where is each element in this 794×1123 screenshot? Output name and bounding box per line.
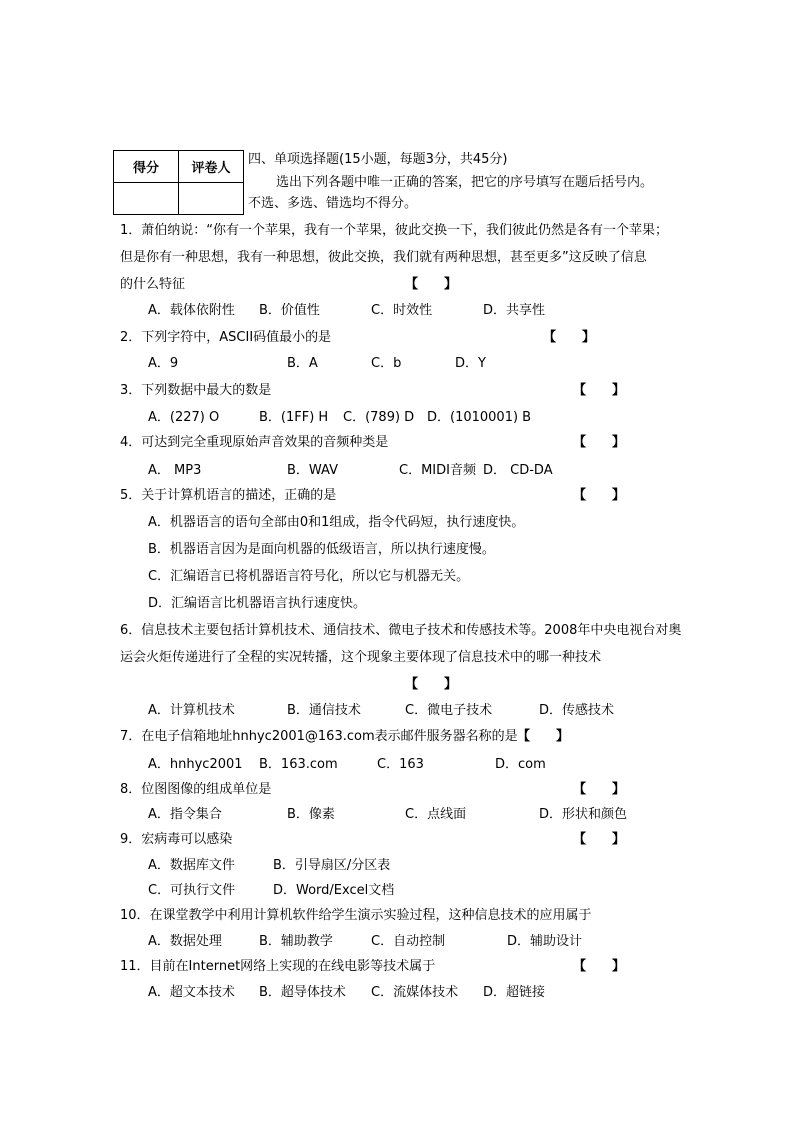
question-9-option-d[interactable]: D．Word/Excel文档 <box>273 883 395 898</box>
question-11-option-b[interactable]: B．超导体技术 <box>259 985 346 1000</box>
score-cell[interactable] <box>114 183 179 215</box>
question-5-option-d[interactable]: D．汇编语言比机器语言执行速度快。 <box>148 596 367 611</box>
question-3-text: 3．下列数据中最大的数是 <box>120 383 272 398</box>
question-10-option-b[interactable]: B．辅助教学 <box>259 934 333 949</box>
question-2-answer-bracket[interactable]: 【 】 <box>543 330 596 345</box>
question-9-answer-bracket[interactable]: 【 】 <box>573 832 626 847</box>
question-10-option-a[interactable]: A．数据处理 <box>148 934 222 949</box>
question-10-option-c[interactable]: C．自动控制 <box>371 934 446 949</box>
section-instructions-cont: 不选、多选、错选均不得分。 <box>248 196 418 211</box>
question-6-option-d[interactable]: D．传感技术 <box>539 703 615 718</box>
question-5-option-b[interactable]: B．机器语言因为是面向机器的低级语言，所以执行速度慢。 <box>148 542 495 557</box>
section-instructions: 选出下列各题中唯一正确的答案，把它的序号填写在题后括号内。 <box>276 175 654 190</box>
question-8-answer-bracket[interactable]: 【 】 <box>573 782 626 797</box>
question-1-text: 但是你有一种思想，我有一种思想，彼此交换，我们就有两种思想，甚至更多”这反映了信息 <box>120 250 647 265</box>
question-7-option-b[interactable]: B．163.com <box>259 757 338 772</box>
question-11-text: 11．目前在Internet网络上实现的在线电影等技术属于 <box>120 959 436 974</box>
score-box <box>113 150 244 215</box>
question-9-option-b[interactable]: B．引导扇区/分区表 <box>273 858 391 873</box>
question-2-option-b[interactable]: B．A <box>287 356 318 371</box>
question-3-answer-bracket[interactable]: 【 】 <box>573 383 626 398</box>
question-5-text: 5．关于计算机语言的描述，正确的是 <box>120 488 337 503</box>
question-5-option-c[interactable]: C．汇编语言已将机器语言符号化，所以它与机器无关。 <box>148 569 470 584</box>
question-8-option-b[interactable]: B．像素 <box>287 807 335 822</box>
question-10-option-d[interactable]: D．辅助设计 <box>507 934 583 949</box>
question-11-option-d[interactable]: D．超链接 <box>483 985 546 1000</box>
question-3-option-d[interactable]: D．(1010001) B <box>427 410 532 425</box>
question-4-answer-bracket[interactable]: 【 】 <box>573 435 626 450</box>
question-5-answer-bracket[interactable]: 【 】 <box>573 488 626 503</box>
question-2-option-c[interactable]: C．b <box>371 356 402 371</box>
question-6-option-b[interactable]: B．通信技术 <box>287 703 361 718</box>
question-4-option-d[interactable]: D． CD-DA <box>483 463 553 478</box>
question-4-option-c[interactable]: C．MIDI音频 <box>399 463 476 478</box>
question-1-option-c[interactable]: C．时效性 <box>371 303 433 318</box>
question-6-option-c[interactable]: C．微电子技术 <box>405 703 493 718</box>
question-7-option-c[interactable]: C．163 <box>377 757 424 772</box>
question-2-option-d[interactable]: D．Y <box>455 356 486 371</box>
question-7-answer-bracket[interactable]: 【 】 <box>517 729 570 744</box>
grader-label: 评卷人 <box>179 151 244 183</box>
question-8-option-c[interactable]: C．点线面 <box>405 807 467 822</box>
question-11-option-c[interactable]: C．流媒体技术 <box>371 985 459 1000</box>
question-2-option-a[interactable]: A．9 <box>148 356 179 371</box>
question-11-answer-bracket[interactable]: 【 】 <box>573 959 626 974</box>
question-9-text: 9．宏病毒可以感染 <box>120 832 233 847</box>
question-5-option-a[interactable]: A．机器语言的语句全部由0和1组成，指令代码短，执行速度快。 <box>148 515 525 530</box>
question-8-option-a[interactable]: A．指令集合 <box>148 807 222 822</box>
question-11-option-a[interactable]: A．超文本技术 <box>148 985 235 1000</box>
question-4-text: 4．可达到完全重现原始声音效果的音频种类是 <box>120 435 389 450</box>
section-title: 四、单项选择题(15小题，每题3分，共45分) <box>248 152 508 167</box>
question-7-option-d[interactable]: D．com <box>495 757 546 772</box>
question-2-text: 2．下列字符中，ASCII码值最小的是 <box>120 330 332 345</box>
question-3-option-c[interactable]: C．(789) D <box>343 410 415 425</box>
question-6-answer-bracket[interactable]: 【 】 <box>405 677 458 692</box>
score-label: 得分 <box>114 151 179 183</box>
question-4-option-b[interactable]: B．WAV <box>287 463 339 478</box>
question-6-option-a[interactable]: A．计算机技术 <box>148 703 235 718</box>
question-9-option-c[interactable]: C．可执行文件 <box>148 883 236 898</box>
question-8-option-d[interactable]: D．形状和颜色 <box>539 807 628 822</box>
question-6-text: 6．信息技术主要包括计算机技术、通信技术、微电子技术和传感技术等。2008年中央电视台对奥 <box>120 623 682 638</box>
question-8-text: 8．位图图像的组成单位是 <box>120 782 272 797</box>
question-10-text: 10．在课堂教学中利用计算机软件给学生演示实验过程，这种信息技术的应用属于 <box>120 908 592 923</box>
question-1-text: 的什么特征 <box>120 277 186 292</box>
question-6-text: 运会火炬传递进行了全程的实况转播，这个现象主要体现了信息技术中的哪一种技术 <box>120 650 602 665</box>
question-7-option-a[interactable]: A．hnhyc2001 <box>148 757 243 772</box>
question-1-answer-bracket[interactable]: 【 】 <box>405 277 458 292</box>
question-1-option-d[interactable]: D．共享性 <box>483 303 546 318</box>
question-1-text: 1．萧伯纳说：“你有一个苹果，我有一个苹果，彼此交换一下，我们彼此仍然是各有一个苹果； <box>120 223 669 238</box>
question-9-option-a[interactable]: A．数据库文件 <box>148 858 235 873</box>
question-3-option-b[interactable]: B．(1FF) H <box>259 410 329 425</box>
grader-cell[interactable] <box>179 183 244 215</box>
question-4-option-a[interactable]: A． MP3 <box>148 463 202 478</box>
question-3-option-a[interactable]: A．(227) O <box>148 410 220 425</box>
question-7-text: 7．在电子信箱地址hnhyc2001@163.com表示邮件服务器名称的是 <box>120 729 518 744</box>
question-1-option-a[interactable]: A．载体依附性 <box>148 303 235 318</box>
question-1-option-b[interactable]: B．价值性 <box>259 303 320 318</box>
